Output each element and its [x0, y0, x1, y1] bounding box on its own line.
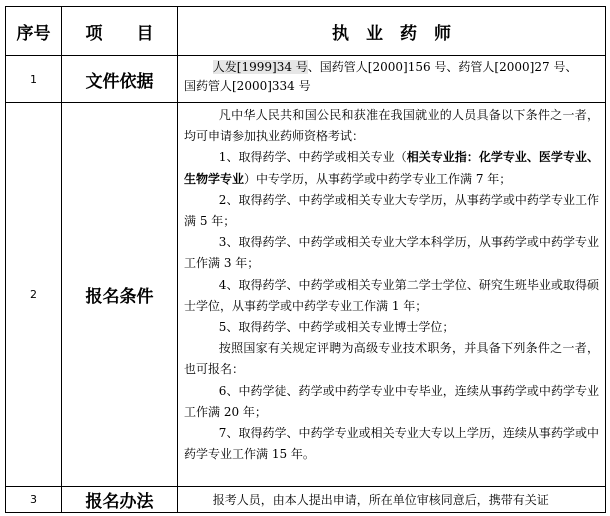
- row-label: 报名条件: [62, 103, 178, 487]
- highlighted-reference: 人发[1999]34 号: [212, 60, 308, 74]
- row-index: 2: [6, 103, 62, 487]
- condition-item-3: 3、取得药学、中药学或相关专业大学本科学历，从事药学或中药学专业工作满 3 年；: [184, 235, 599, 271]
- row-index: 1: [6, 56, 62, 103]
- exam-info-table: [5, 6, 606, 513]
- related-majors-note: 相关专业指：化学专业、医学专业、生物学专业: [184, 150, 599, 186]
- conditions-intro: 凡中华人民共和国公民和获准在我国就业的人员具备以下条件之一者，均可申请参加执业药师资格考试：: [184, 108, 599, 144]
- condition-item-1: 1、取得药学、中药学或相关专业（相关专业指：化学专业、医学专业、生物学专业）中专学历，从事药学或中药学专业工作满 7 年；: [184, 150, 599, 186]
- table-header-row: [6, 7, 606, 56]
- application-conditions: [178, 103, 606, 487]
- row-label: 报名办法: [62, 487, 178, 513]
- header-content: 执 业 药 师: [178, 7, 606, 56]
- table-row: [6, 56, 606, 103]
- table-row: [6, 103, 606, 487]
- conditions-note: 按照国家有关规定评聘为高级专业技术职务，并具备下列条件之一者，也可报名：: [184, 341, 599, 377]
- condition-item-4: 4、取得药学、中药学或相关专业第二学士学位、研究生班毕业或取得硕士学位，从事药学或中药学专业工作满 1 年；: [184, 277, 599, 313]
- table-row: [6, 487, 606, 513]
- reference-rest: 、国药管人[2000]156 号、药管人[2000]27 号、: [307, 60, 578, 74]
- condition-item-2: 2、取得药学、中药学或相关专业大专学历，从事药学或中药学专业工作满 5 年；: [184, 192, 599, 229]
- reference-documents: [178, 56, 606, 103]
- condition-item-5: 5、取得药学、中药学或相关专业博士学位；: [218, 320, 455, 335]
- condition-item-7: 7、取得药学、中药学专业或相关专业大专以上学历，连续从事药学或中药学专业工作满 15 年。: [184, 426, 599, 462]
- reference-line-2: 国药管人[2000]334 号: [184, 79, 311, 93]
- header-index: 序号: [6, 7, 62, 56]
- header-item: 项 目: [62, 7, 178, 56]
- condition-item-6: 6、中药学徒、药学或中药学专业中专毕业，连续从事药学或中药学专业工作满 20 年；: [184, 383, 599, 419]
- row-index: 3: [6, 487, 62, 513]
- row-label: 文件依据: [62, 56, 178, 103]
- application-method: 报考人员，由本人提出申请，所在单位审核同意后，携带有关证: [178, 487, 606, 513]
